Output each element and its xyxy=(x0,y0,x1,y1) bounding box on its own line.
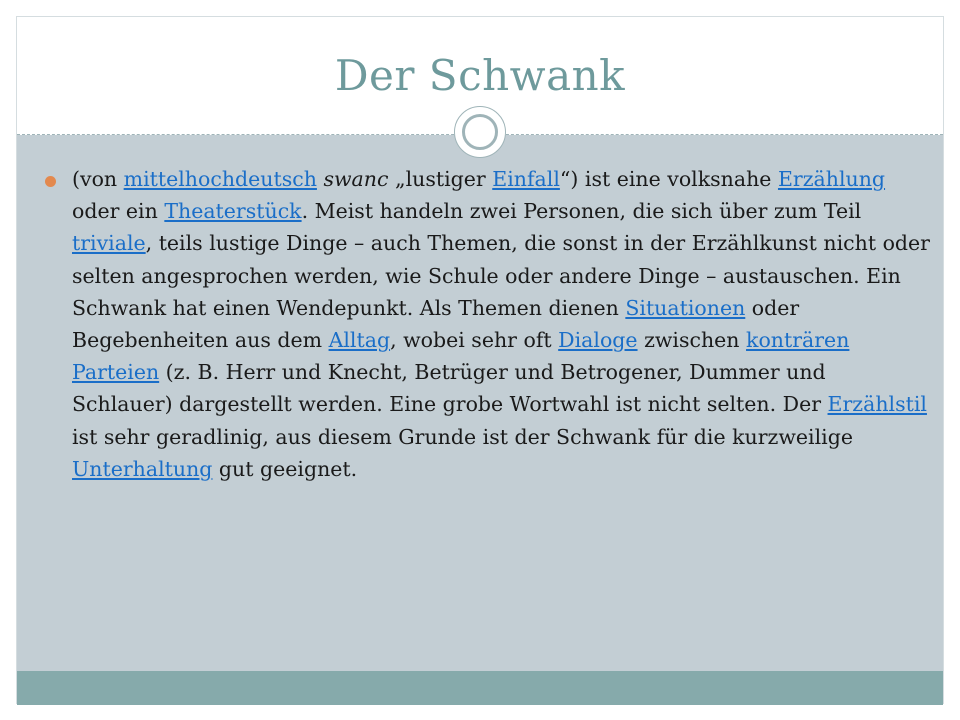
text-segment: ist sehr geradlinig, aus diesem Grunde ist der Schwank für die kurzweilige xyxy=(72,424,853,449)
link-alltag[interactable]: Alltag xyxy=(328,328,391,353)
text-segment: (von xyxy=(72,167,124,191)
link-parteien[interactable]: Parteien xyxy=(72,360,160,385)
link-triviale[interactable]: triviale xyxy=(72,231,146,256)
footer-band xyxy=(17,671,943,705)
link-erzählung[interactable]: Erzählung xyxy=(777,167,886,191)
ring-icon xyxy=(462,114,498,150)
text-segment: zwischen xyxy=(637,328,747,353)
text-segment: , teils lustige Dinge – auch Themen, die sonst in der Erzählkunst nicht oder selten angesprochen werden, wie Schule oder andere Dinge – austauschen. Ein Schwank hat einen Wendepunkt. Als Themen dienen xyxy=(72,231,930,320)
link-mittelhochdeutsch[interactable]: mittelhochdeutsch xyxy=(123,167,317,191)
text-segment: “) ist eine volksnahe xyxy=(559,167,778,191)
body-paragraph xyxy=(72,163,932,485)
link-erzählstil[interactable]: Erzählstil xyxy=(827,392,927,417)
link-theaterstück[interactable]: Theaterstück xyxy=(164,199,302,224)
text-segment: . Meist handeln zwei Personen, die sich über zum Teil xyxy=(301,199,862,224)
slide xyxy=(16,16,944,704)
link-unterhaltung[interactable]: Unterhaltung xyxy=(72,456,213,481)
italic-term: swanc xyxy=(323,167,389,191)
link-situationen[interactable]: Situationen xyxy=(625,295,746,320)
link-einfall[interactable]: Einfall xyxy=(492,167,560,191)
link-dialoge[interactable]: Dialoge xyxy=(558,328,638,353)
bullet-icon xyxy=(45,176,56,187)
text-segment: oder ein xyxy=(72,199,165,224)
text-segment: , wobei sehr oft xyxy=(390,328,559,353)
slide-title: Der Schwank xyxy=(334,51,626,100)
link-konträren[interactable]: konträren xyxy=(746,328,850,353)
circle-ornament-icon xyxy=(454,106,506,158)
text-segment: „lustiger xyxy=(388,167,493,191)
text-segment: (z. B. Herr und Knecht, Betrüger und Betrogener, Dummer und Schlauer) dargestellt werden. Eine grobe Wortwahl ist nicht selten. Der xyxy=(72,360,828,417)
text-segment: oder Begebenheiten aus dem xyxy=(72,295,800,353)
text-segment: gut geeignet. xyxy=(212,456,358,481)
